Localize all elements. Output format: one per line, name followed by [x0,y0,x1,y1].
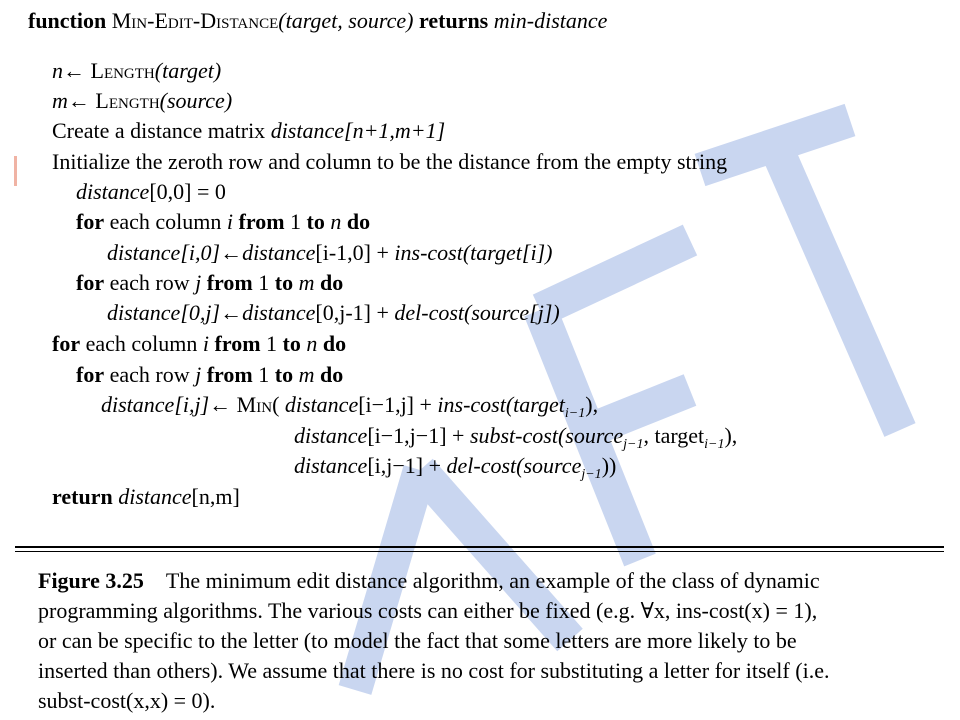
algo-line-11: for each row j from 1 to m do [76,362,344,387]
divider-thick [15,546,944,548]
algo-line-8: for each row j from 1 to m do [76,270,344,295]
caption-line-1: Figure 3.25 The minimum edit distance algorithm, an example of the class of dynamic [38,568,820,593]
figure-label: Figure 3.25 [38,568,144,593]
algo-line-13: distance[i−1,j−1] + subst-cost(source$_{j-1}$, target$_{i-1}$), [294,423,738,452]
caption-line-4: inserted than others). We assume that there is no cost for substituting a letter for itself (i.e. [38,658,830,683]
algo-line-1: n← Length(target) [52,58,222,83]
caption-line-2: programming algorithms. The various costs can either be fixed (e.g. ∀x, ins-cost(x) = 1), [38,598,818,623]
algo-line-2: m← Length(source) [52,88,233,113]
algo-line-9: distance[0,j]←distance[0,j-1] + del-cost(source[j]) [107,300,560,325]
caption-line-5: subst-cost(x,x) = 0). [38,688,216,713]
algo-line-4: Initialize the zeroth row and column to be the distance from the empty string [52,149,728,174]
divider-thin [15,551,944,552]
algo-line-7: distance[i,0]←distance[i-1,0] + ins-cost(target[i]) [107,240,553,265]
algo-line-10: for each column i from 1 to n do [52,331,347,356]
algo-return-line: return distance[n,m] [52,484,240,509]
caption-line-3: or can be specific to the letter (to model the fact that some letters are more likely to be [38,628,797,653]
algo-line-3: Create a distance matrix distance[n+1,m+1] [52,118,446,143]
algo-line-14: distance[i,j−1] + del-cost(source$_{j-1}$)) [294,453,617,482]
algo-line-6: for each column i from 1 to n do [76,209,371,234]
algo-line-5: distance[0,0] = 0 [76,179,226,204]
algo-line-12: distance[i,j]← Min( distance[i−1,j] + ins-cost(target$_{i-1}$), [101,392,599,421]
algorithm-header: function Min-Edit-Distance(target, source) returns min-distance [28,8,608,33]
margin-mark [14,156,17,186]
